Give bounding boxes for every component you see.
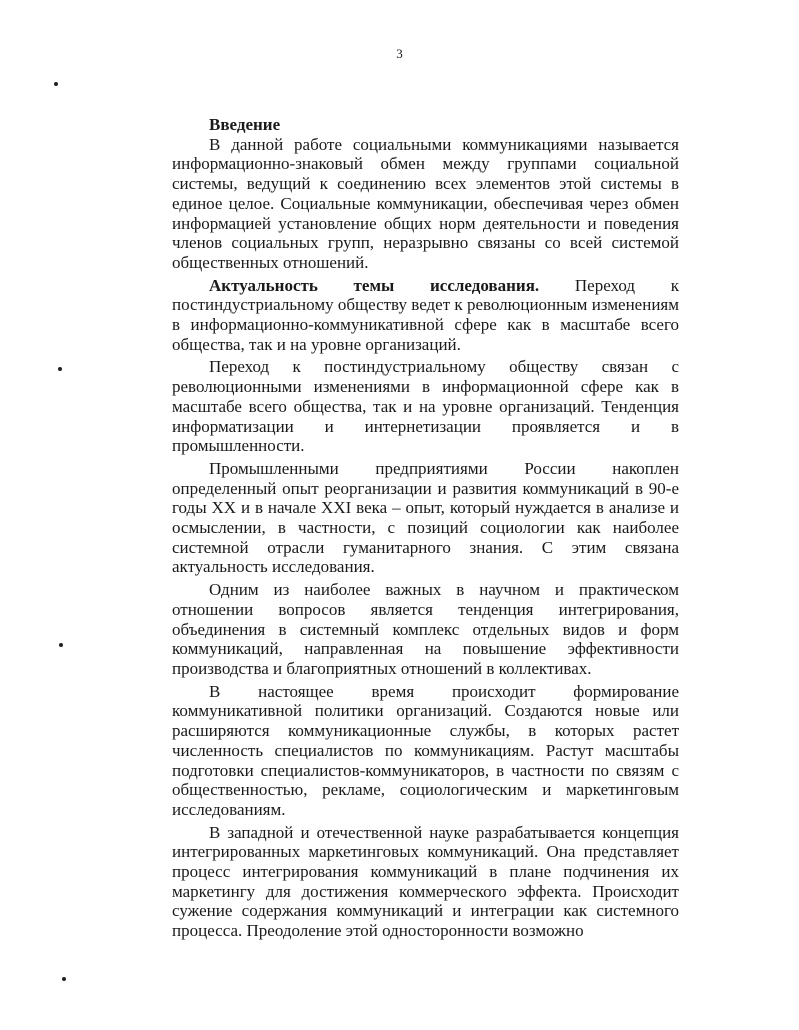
relevance-lead: Актуальность темы исследования. (209, 275, 540, 295)
scan-mark-1 (54, 82, 58, 86)
section-heading: Введение (209, 115, 281, 134)
body-paragraph-5: В западной и отечественной науке разрабатывается концепция интегрированных маркетинговых коммуникаций. Она представляет процесс интегрирования коммуникаций в плане подчинения их маркетингу для достижения коммерческого эффекта. Происходит сужение содержания коммуникаций и интеграции как системного процесса. Преодоление этой односторонности возможно (172, 822, 679, 941)
scan-mark-2 (58, 367, 62, 371)
intro-paragraph: В данной работе социальными коммуникациями называется информационно-знаковый обмен между группами социальной системы, ведущий к соединению всех элементов этой системы в единое целое. Социальные коммуникации, обеспечивая через обмен информацией установление общих норм деятельности и поведения членов социальных групп, неразрывно связаны со всей системой общественных отношений. (172, 134, 679, 272)
page-number: 3 (396, 46, 403, 61)
scan-mark-4 (62, 977, 66, 981)
body-paragraph-3: Одним из наиболее важных в научном и практическом отношении вопросов является тенденция интегрирования, объединения в системный комплекс отдельных видов и форм коммуникаций, направленная на повышение эффективности производства и благоприятных отношений в коллективах. (172, 580, 679, 678)
document-body (172, 115, 679, 944)
body-paragraph-4: В настоящее время происходит формирование коммуникативной политики организаций. Создаются новые или расширяются коммуникационные службы, в которых растет численность специалистов по коммуникациям. Растут масштабы подготовки специалистов-коммуникаторов, в частности по связям с общественностью, рекламе, социологическим и маркетинговым исследованиям. (172, 681, 679, 819)
scan-mark-3 (59, 643, 63, 647)
body-paragraph-1: Переход к постиндустриальному обществу связан с революционными изменениями в информационной сфере как в масштабе всего общества, так и на уровне организаций. Тенденция информатизации и интернетизации проявляется и в промышленности. (172, 357, 679, 456)
relevance-paragraph (172, 276, 679, 355)
relevance-text: Переход к постиндустриальному обществу ведет к революционным изменениям в информационно-коммуникативной сфере как в масштабе всего общества, так и на уровне организаций. (172, 275, 680, 354)
body-paragraph-2: Промышленными предприятиями России накоплен определенный опыт реорганизации и развития коммуникаций в 90-е годы XX и в начале XXI века – опыт, который нуждается в анализе и осмыслении, в частности, с позиций социологии как наиболее системной отрасли гуманитарного знания. С этим связана актуальность исследования. (172, 458, 679, 577)
